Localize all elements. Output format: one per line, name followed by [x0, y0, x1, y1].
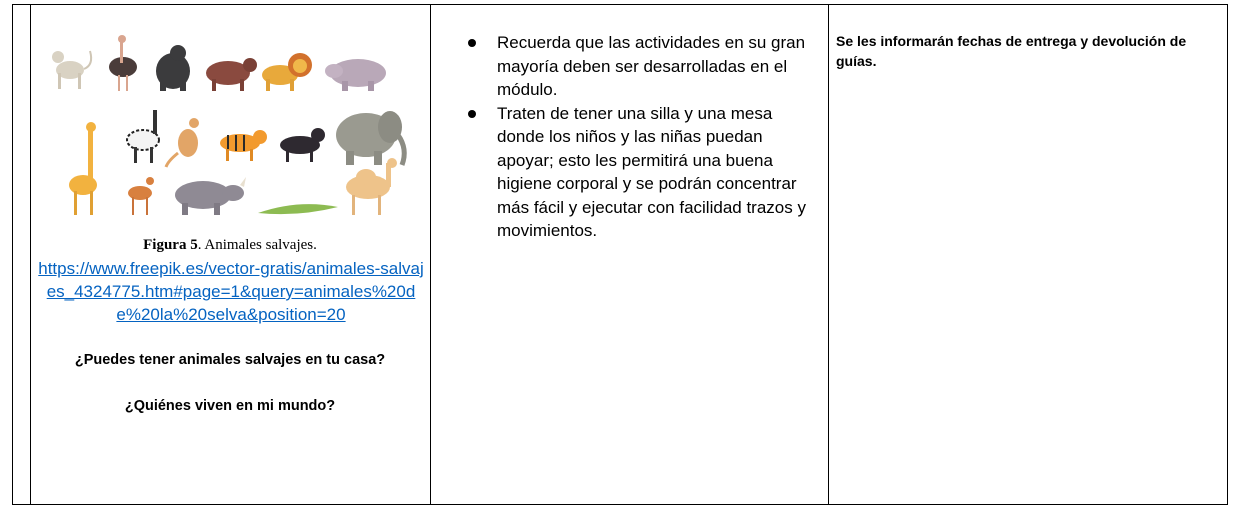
rhinoceros-icon: [175, 177, 246, 215]
list-item: [462, 31, 812, 102]
bullet-icon: [468, 110, 476, 118]
panther-icon: [280, 128, 325, 162]
tiger-icon: [220, 130, 267, 161]
gorilla-icon: [156, 45, 190, 91]
figure-cell: [30, 5, 430, 505]
list-item-text: Recuerda que las actividades en su gran mayoría deben ser desarrolladas en el módulo.: [497, 33, 806, 99]
figure-source-link[interactable]: https://www.freepik.es/vector-gratis/animales-salvajes_4324775.htm#page=1&query=animales%20de%20la%20selva&position=20: [38, 259, 424, 324]
gazelle-icon: [128, 177, 154, 215]
lion-icon: [262, 53, 312, 91]
note-cell: [829, 5, 1225, 505]
list-item-text: Traten de tener una silla y una mesa donde los niños y las niñas puedan apoyar; esto les permitirá una buena higiene corporal y se podrán concentrar más fácil y ejecutar con facilidad trazos y movimientos.: [497, 103, 806, 240]
giraffe-icon: [69, 122, 97, 215]
ostrich-icon: [109, 35, 137, 91]
question-2: ¿Quiénes viven en mi mundo?: [124, 398, 336, 414]
question-1: ¿Puedes tener animales salvajes en tu casa?: [74, 352, 386, 368]
figure-caption: [30, 237, 430, 254]
buffalo-icon: [206, 58, 257, 91]
crocodile-icon: [258, 204, 338, 214]
monkey-icon: [52, 51, 91, 89]
hippo-icon: [325, 59, 386, 91]
elephant-icon: [336, 111, 404, 165]
recommendations-cell: [432, 5, 826, 505]
figure-caption-text: . Animales salvajes.: [197, 237, 317, 253]
zebra-icon: [127, 110, 159, 163]
recommendations-list: [462, 31, 812, 243]
figure-label: Figura 5: [143, 237, 198, 253]
bullet-icon: [468, 39, 476, 47]
camel-icon: [346, 158, 397, 215]
delivery-note: Se les informarán fechas de entrega y devolución de guías.: [836, 33, 1187, 69]
kangaroo-icon: [166, 118, 199, 167]
wild-animals-illustration: [48, 35, 418, 217]
list-item: [462, 102, 812, 243]
column-divider: [430, 5, 431, 504]
